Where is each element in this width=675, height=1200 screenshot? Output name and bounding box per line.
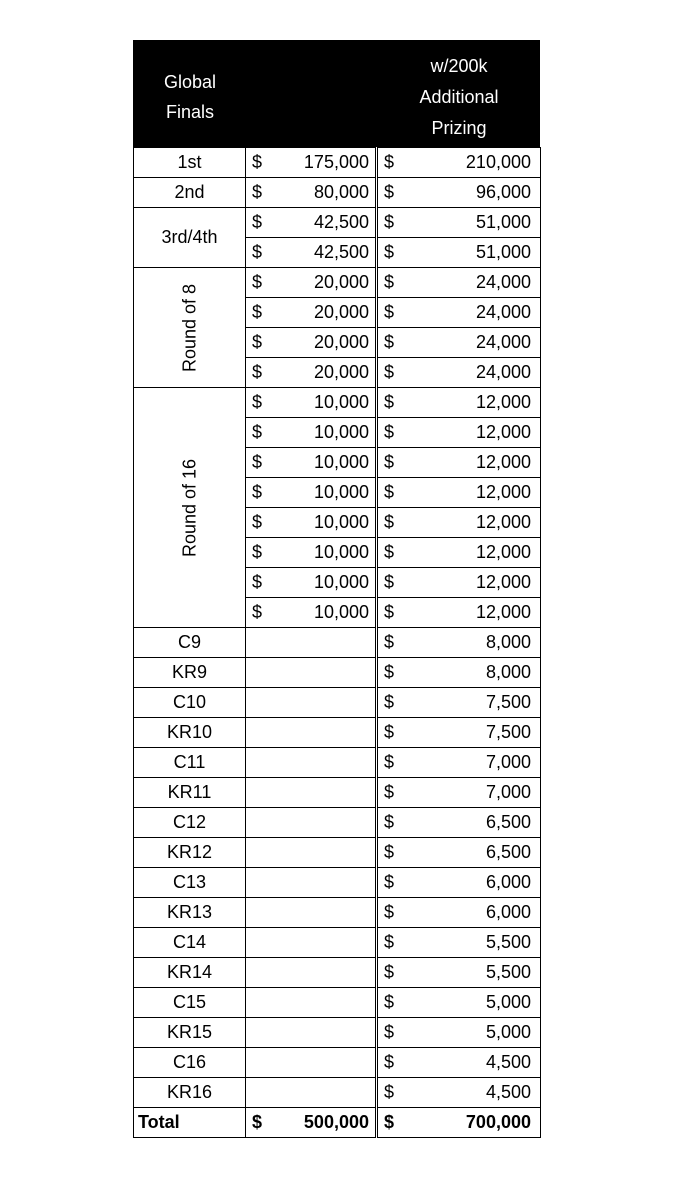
extra-prize: 12,000 bbox=[396, 388, 541, 418]
header-right-line2: Additional bbox=[419, 87, 499, 107]
table-row bbox=[134, 928, 541, 958]
total-label: Total bbox=[134, 1108, 246, 1138]
base-prize: 20,000 bbox=[265, 298, 377, 328]
base-prize: 10,000 bbox=[265, 478, 377, 508]
currency-sign: $ bbox=[377, 1048, 396, 1078]
table-row bbox=[134, 988, 541, 1018]
currency-sign: $ bbox=[246, 268, 265, 298]
table-row bbox=[134, 898, 541, 928]
extra-prize: 24,000 bbox=[396, 358, 541, 388]
currency-sign: $ bbox=[246, 238, 265, 268]
currency-sign: $ bbox=[377, 898, 396, 928]
table-row bbox=[134, 808, 541, 838]
currency-sign: $ bbox=[377, 628, 396, 658]
currency-sign: $ bbox=[377, 958, 396, 988]
currency-sign: $ bbox=[246, 448, 265, 478]
table-row bbox=[134, 628, 541, 658]
currency-sign: $ bbox=[377, 1108, 396, 1138]
extra-prize: 7,000 bbox=[396, 748, 541, 778]
table-row bbox=[134, 208, 541, 238]
region-label: C15 bbox=[134, 988, 246, 1018]
extra-prize: 5,000 bbox=[396, 988, 541, 1018]
empty-base-cell bbox=[246, 1048, 377, 1078]
base-prize: 80,000 bbox=[265, 178, 377, 208]
currency-sign: $ bbox=[246, 538, 265, 568]
table-row bbox=[134, 1078, 541, 1108]
currency-sign: $ bbox=[377, 988, 396, 1018]
currency-sign: $ bbox=[377, 868, 396, 898]
currency-sign: $ bbox=[246, 478, 265, 508]
currency-sign: $ bbox=[377, 178, 396, 208]
total-row bbox=[134, 1108, 541, 1138]
empty-base-cell bbox=[246, 1078, 377, 1108]
currency-sign: $ bbox=[377, 208, 396, 238]
currency-sign: $ bbox=[246, 178, 265, 208]
extra-prize: 12,000 bbox=[396, 418, 541, 448]
header-left-line2: Finals bbox=[165, 102, 214, 122]
table-row bbox=[134, 718, 541, 748]
currency-sign: $ bbox=[377, 718, 396, 748]
total-extra: 700,000 bbox=[396, 1108, 541, 1138]
region-label: C9 bbox=[134, 628, 246, 658]
currency-sign: $ bbox=[246, 328, 265, 358]
empty-base-cell bbox=[246, 868, 377, 898]
currency-sign: $ bbox=[246, 208, 265, 238]
round-of-8-text: Round of 8 bbox=[179, 283, 199, 372]
base-prize: 10,000 bbox=[265, 448, 377, 478]
header-left bbox=[134, 67, 246, 127]
extra-prize: 51,000 bbox=[396, 208, 541, 238]
total-base: 500,000 bbox=[265, 1108, 377, 1138]
extra-prize: 4,500 bbox=[396, 1078, 541, 1108]
currency-sign: $ bbox=[377, 778, 396, 808]
prize-grid bbox=[133, 147, 541, 1138]
table-row bbox=[134, 658, 541, 688]
region-label: C12 bbox=[134, 808, 246, 838]
extra-prize: 5,500 bbox=[396, 958, 541, 988]
table-row bbox=[134, 868, 541, 898]
round-of-8-label bbox=[134, 268, 246, 388]
region-label: C13 bbox=[134, 868, 246, 898]
table-row bbox=[134, 148, 541, 178]
extra-prize: 7,000 bbox=[396, 778, 541, 808]
table-row bbox=[134, 838, 541, 868]
currency-sign: $ bbox=[377, 688, 396, 718]
table-row bbox=[134, 778, 541, 808]
table-row bbox=[134, 748, 541, 778]
base-prize: 10,000 bbox=[265, 418, 377, 448]
currency-sign: $ bbox=[377, 598, 396, 628]
extra-prize: 6,500 bbox=[396, 808, 541, 838]
empty-base-cell bbox=[246, 808, 377, 838]
empty-base-cell bbox=[246, 658, 377, 688]
extra-prize: 8,000 bbox=[396, 628, 541, 658]
base-prize: 20,000 bbox=[265, 358, 377, 388]
currency-sign: $ bbox=[377, 808, 396, 838]
empty-base-cell bbox=[246, 898, 377, 928]
currency-sign: $ bbox=[246, 148, 265, 178]
extra-prize: 210,000 bbox=[396, 148, 541, 178]
empty-base-cell bbox=[246, 748, 377, 778]
currency-sign: $ bbox=[377, 448, 396, 478]
currency-sign: $ bbox=[246, 508, 265, 538]
region-label: C16 bbox=[134, 1048, 246, 1078]
region-label: KR16 bbox=[134, 1078, 246, 1108]
round-of-16-label bbox=[134, 388, 246, 628]
region-label: KR11 bbox=[134, 778, 246, 808]
region-label: C14 bbox=[134, 928, 246, 958]
place-label: 3rd/4th bbox=[134, 208, 246, 268]
currency-sign: $ bbox=[246, 568, 265, 598]
base-prize: 10,000 bbox=[265, 568, 377, 598]
empty-base-cell bbox=[246, 778, 377, 808]
extra-prize: 5,500 bbox=[396, 928, 541, 958]
empty-base-cell bbox=[246, 838, 377, 868]
currency-sign: $ bbox=[377, 928, 396, 958]
region-label: KR15 bbox=[134, 1018, 246, 1048]
region-label: KR10 bbox=[134, 718, 246, 748]
region-label: KR13 bbox=[134, 898, 246, 928]
header-right-line1: w/200k bbox=[430, 56, 488, 76]
extra-prize: 6,000 bbox=[396, 898, 541, 928]
base-prize: 20,000 bbox=[265, 268, 377, 298]
empty-base-cell bbox=[246, 688, 377, 718]
extra-prize: 12,000 bbox=[396, 448, 541, 478]
place-label: 1st bbox=[134, 148, 246, 178]
currency-sign: $ bbox=[377, 268, 396, 298]
region-label: C11 bbox=[134, 748, 246, 778]
table-row bbox=[134, 688, 541, 718]
extra-prize: 8,000 bbox=[396, 658, 541, 688]
round-of-16-text: Round of 16 bbox=[179, 458, 199, 557]
table-row bbox=[134, 388, 541, 418]
currency-sign: $ bbox=[377, 328, 396, 358]
header-left-line1: Global bbox=[163, 72, 217, 92]
extra-prize: 7,500 bbox=[396, 718, 541, 748]
base-prize: 175,000 bbox=[265, 148, 377, 178]
extra-prize: 24,000 bbox=[396, 298, 541, 328]
currency-sign: $ bbox=[377, 238, 396, 268]
extra-prize: 6,000 bbox=[396, 868, 541, 898]
empty-base-cell bbox=[246, 928, 377, 958]
empty-base-cell bbox=[246, 958, 377, 988]
currency-sign: $ bbox=[377, 838, 396, 868]
empty-base-cell bbox=[246, 1018, 377, 1048]
currency-sign: $ bbox=[377, 1018, 396, 1048]
extra-prize: 96,000 bbox=[396, 178, 541, 208]
region-label: C10 bbox=[134, 688, 246, 718]
base-prize: 10,000 bbox=[265, 538, 377, 568]
empty-base-cell bbox=[246, 988, 377, 1018]
extra-prize: 5,000 bbox=[396, 1018, 541, 1048]
base-prize: 42,500 bbox=[265, 238, 377, 268]
extra-prize: 24,000 bbox=[396, 268, 541, 298]
extra-prize: 12,000 bbox=[396, 508, 541, 538]
region-label: KR14 bbox=[134, 958, 246, 988]
currency-sign: $ bbox=[246, 388, 265, 418]
base-prize: 10,000 bbox=[265, 388, 377, 418]
currency-sign: $ bbox=[377, 508, 396, 538]
region-label: KR9 bbox=[134, 658, 246, 688]
currency-sign: $ bbox=[377, 478, 396, 508]
extra-prize: 12,000 bbox=[396, 538, 541, 568]
currency-sign: $ bbox=[246, 1108, 265, 1138]
base-prize: 20,000 bbox=[265, 328, 377, 358]
currency-sign: $ bbox=[377, 358, 396, 388]
extra-rows bbox=[134, 628, 541, 1108]
currency-sign: $ bbox=[377, 148, 396, 178]
extra-prize: 51,000 bbox=[396, 238, 541, 268]
base-prize: 10,000 bbox=[265, 598, 377, 628]
base-prize: 42,500 bbox=[265, 208, 377, 238]
currency-sign: $ bbox=[377, 568, 396, 598]
currency-sign: $ bbox=[246, 598, 265, 628]
table-row bbox=[134, 178, 541, 208]
base-prize: 10,000 bbox=[265, 508, 377, 538]
table-header bbox=[133, 40, 540, 147]
table-row bbox=[134, 958, 541, 988]
header-right bbox=[379, 51, 539, 144]
extra-prize: 24,000 bbox=[396, 328, 541, 358]
empty-base-cell bbox=[246, 628, 377, 658]
table-row bbox=[134, 1018, 541, 1048]
currency-sign: $ bbox=[377, 418, 396, 448]
empty-base-cell bbox=[246, 718, 377, 748]
currency-sign: $ bbox=[246, 298, 265, 328]
extra-prize: 6,500 bbox=[396, 838, 541, 868]
currency-sign: $ bbox=[246, 418, 265, 448]
currency-sign: $ bbox=[377, 1078, 396, 1108]
place-label: 2nd bbox=[134, 178, 246, 208]
currency-sign: $ bbox=[377, 298, 396, 328]
extra-prize: 12,000 bbox=[396, 598, 541, 628]
currency-sign: $ bbox=[246, 358, 265, 388]
header-right-line3: Prizing bbox=[431, 118, 487, 138]
extra-prize: 4,500 bbox=[396, 1048, 541, 1078]
extra-prize: 7,500 bbox=[396, 688, 541, 718]
region-label: KR12 bbox=[134, 838, 246, 868]
table-row bbox=[134, 1048, 541, 1078]
table-row bbox=[134, 268, 541, 298]
currency-sign: $ bbox=[377, 748, 396, 778]
extra-prize: 12,000 bbox=[396, 568, 541, 598]
currency-sign: $ bbox=[377, 658, 396, 688]
currency-sign: $ bbox=[377, 388, 396, 418]
extra-prize: 12,000 bbox=[396, 478, 541, 508]
currency-sign: $ bbox=[377, 538, 396, 568]
